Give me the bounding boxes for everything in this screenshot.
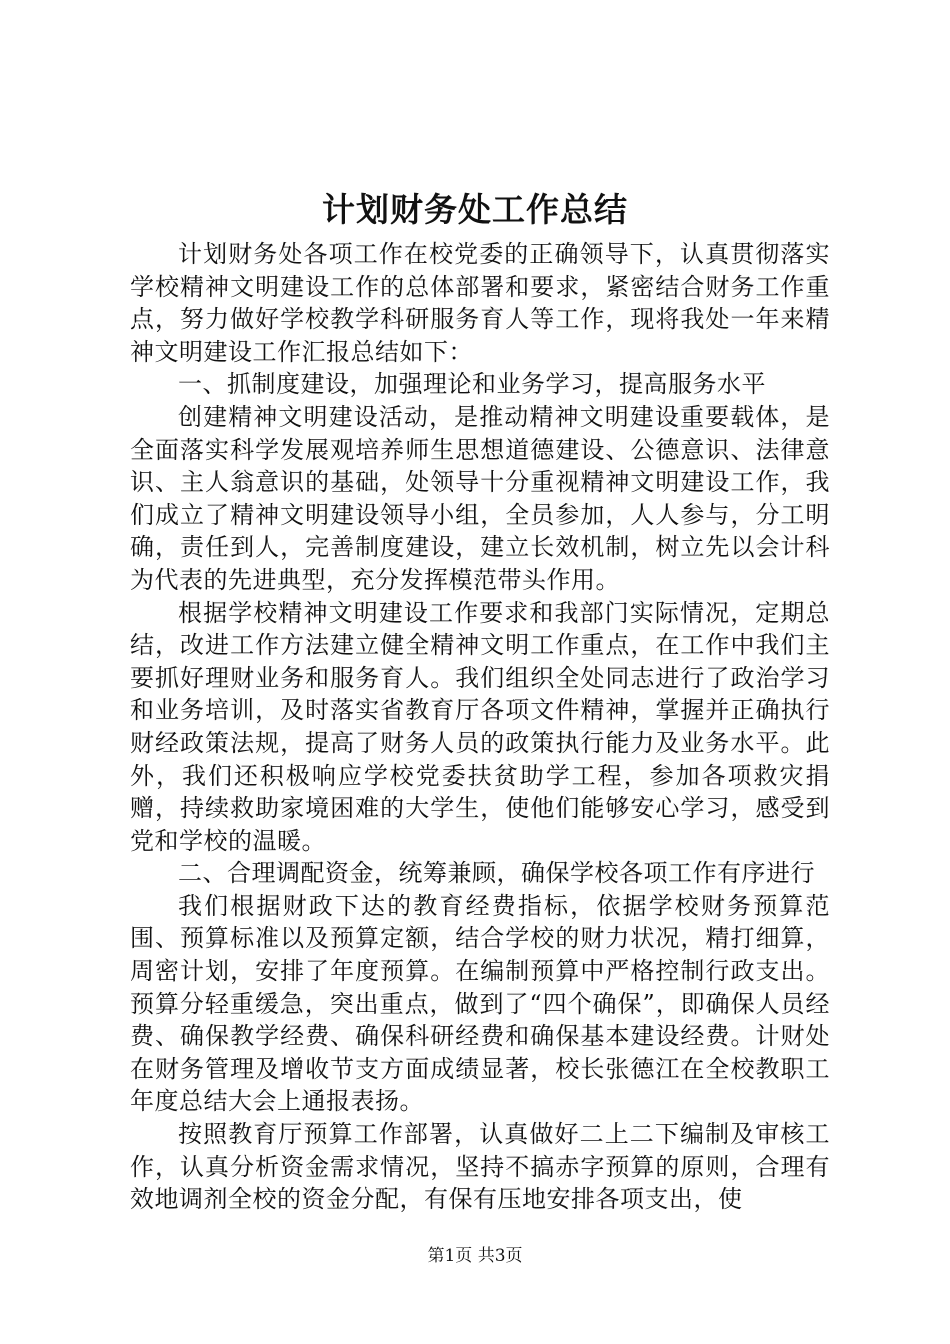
paragraph-section2-b: 按照教育厅预算工作部署，认真做好二上二下编制及审核工作，认真分析资金需求情况，坚持不搞赤字预算的原则，合理有效地调剂全校的资金分配，有保有压地安排各项支出，使 (130, 1120, 830, 1214)
document-title: 计划财务处工作总结 (322, 190, 628, 229)
document-body (130, 238, 830, 1216)
paragraph-intro: 计划财务处各项工作在校党委的正确领导下，认真贯彻落实学校精神文明建设工作的总体部署和要求，紧密结合财务工作重点，努力做好学校教学科研服务育人等工作，现将我处一年来精神文明建设工作汇报总结如下： (130, 240, 830, 366)
page-footer: 第1页 共3页 (427, 1246, 523, 1266)
paragraph-section2-a: 我们根据财政下达的教育经费指标，依据学校财务预算范围、预算标准以及预算定额，结合学校的财力状况，精打细算，周密计划，安排了年度预算。在编制预算中严格控制行政支出。预算分轻重缓急，突出重点，做到了“四个确保”，即确保人员经费、确保教学经费、确保科研经费和确保基本建设经费。计财处在财务管理及增收节支方面成绩显著，校长张德江在全校教职工年度总结大会上通报表扬。 (130, 891, 830, 1116)
paragraph-section1-a: 创建精神文明建设活动，是推动精神文明建设重要载体，是全面落实科学发展观培养师生思想道德建设、公德意识、法律意识、主人翁意识的基础，处领导十分重视精神文明建设工作，我们成立了精神文明建设领导小组，全员参加，人人参与，分工明确，责任到人，完善制度建设，建立长效机制，树立先以会计科为代表的先进典型，充分发挥模范带头作用。 (130, 402, 830, 594)
paragraph-section1-b: 根据学校精神文明建设工作要求和我部门实际情况，定期总结，改进工作方法建立健全精神文明工作重点，在工作中我们主要抓好理财业务和服务育人。我们组织全处同志进行了政治学习和业务培训，及时落实省教育厅各项文件精神，掌握并正确执行财经政策法规，提高了财务人员的政策执行能力及业务水平。此外，我们还积极响应学校党委扶贫助学工程，参加各项救灾捐赠，持续救助家境困难的大学生，使他们能够安心学习，感受到党和学校的温暖。 (130, 598, 830, 855)
section-heading-1: 一、抓制度建设，加强理论和业务学习，提高服务水平 (178, 370, 766, 399)
section-heading-2: 二、合理调配资金，统筹兼顾，确保学校各项工作有序进行 (178, 859, 815, 888)
